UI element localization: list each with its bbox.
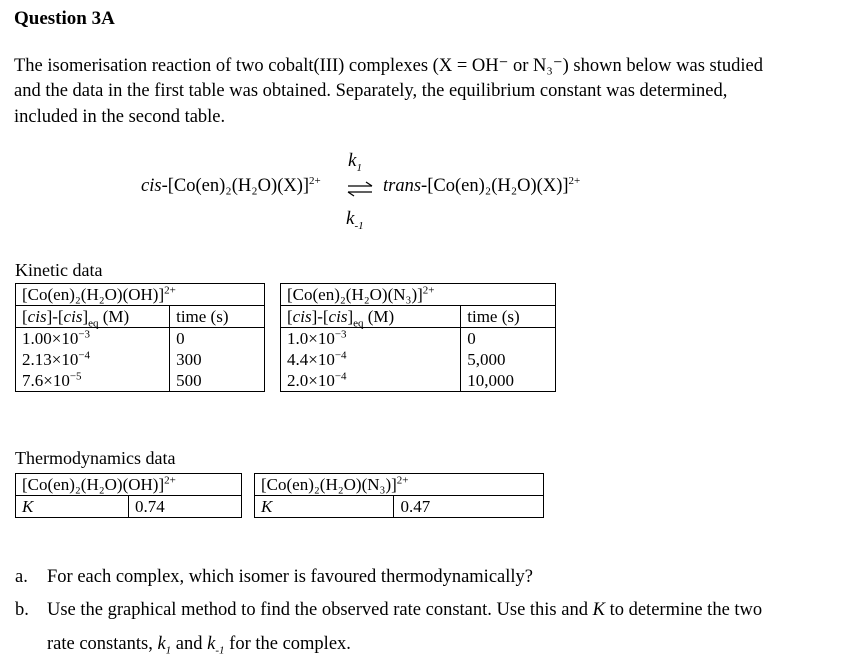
table-row: $2.13\times 10^{-4}$ 300 [16,349,265,370]
question-b-line-1: b. Use the graphical method to find the observed rate constant. Use this and K to determine the two [15,600,763,620]
table-header-complex: $[Co(en)_2(H_2O)(N_3)]^{2+}$ [255,474,544,496]
cis-complex: cis-$[Co(en)_2(H_2O)(X)]^{2+}$ [141,174,321,196]
column-header-conc: $[cis]-[cis]_{eq}$ (M) [16,306,170,328]
question-b-line-2: rate constants, $k_1$ and $k_{-1}$ for the complex. [47,634,351,657]
kinetic-table-oh [15,283,265,392]
table-row [255,496,544,518]
column-header-time: time (s) [170,306,265,328]
k-value: 0.74 [129,496,242,518]
table-row [16,496,242,518]
trans-complex: trans-$[Co(en)_2(H_2O)(X)]^{2+}$ [383,174,581,196]
kinetic-data-label: Kinetic data [15,260,103,280]
rate-constant-forward: $k_1$ [348,150,362,174]
table-row: $1.0\times 10^{-3}$ 0 [281,328,556,350]
table-row: $4.4\times 10^{-4}$ 5,000 [281,349,556,370]
thermo-table-oh [15,473,242,518]
table-header-complex: $[Co(en)_2(H_2O)(OH)]^{2+}$ [16,284,265,306]
thermo-table-n3 [254,473,544,518]
k-value: 0.47 [394,496,544,518]
table-row: $7.6\times 10^{-5}$ 500 [16,370,265,392]
intro-line-2: and the data in the first table was obtained. Separately, the equilibrium constant was determined, [14,81,728,101]
question-title: Question 3A [14,8,115,29]
table-row: $1.00\times 10^{-3}$ 0 [16,328,265,350]
intro-line-3: included in the second table. [14,107,226,127]
column-header-time: time (s) [461,306,556,328]
question-a: a. For each complex, which isomer is favoured thermodynamically? [15,567,533,587]
rate-constant-reverse: $k_{-1}$ [346,208,364,232]
table-row: $2.0\times 10^{-4}$ 10,000 [281,370,556,392]
kinetic-table-n3 [280,283,556,392]
k-label: K [16,496,129,518]
table-header-complex: $[Co(en)_2(H_2O)(OH)]^{2+}$ [16,474,242,496]
equilibrium-arrows-icon [346,180,374,198]
thermo-data-label: Thermodynamics data [15,448,176,468]
intro-line-1: The isomerisation reaction of two cobalt(III) complexes (X = OH⁻ or N₃⁻) shown below was studied [14,56,763,76]
column-header-conc: $[cis]-[cis]_{eq}$ (M) [281,306,461,328]
k-label: K [255,496,394,518]
table-header-complex: $[Co(en)_2(H_2O)(N_3)]^{2+}$ [281,284,556,306]
